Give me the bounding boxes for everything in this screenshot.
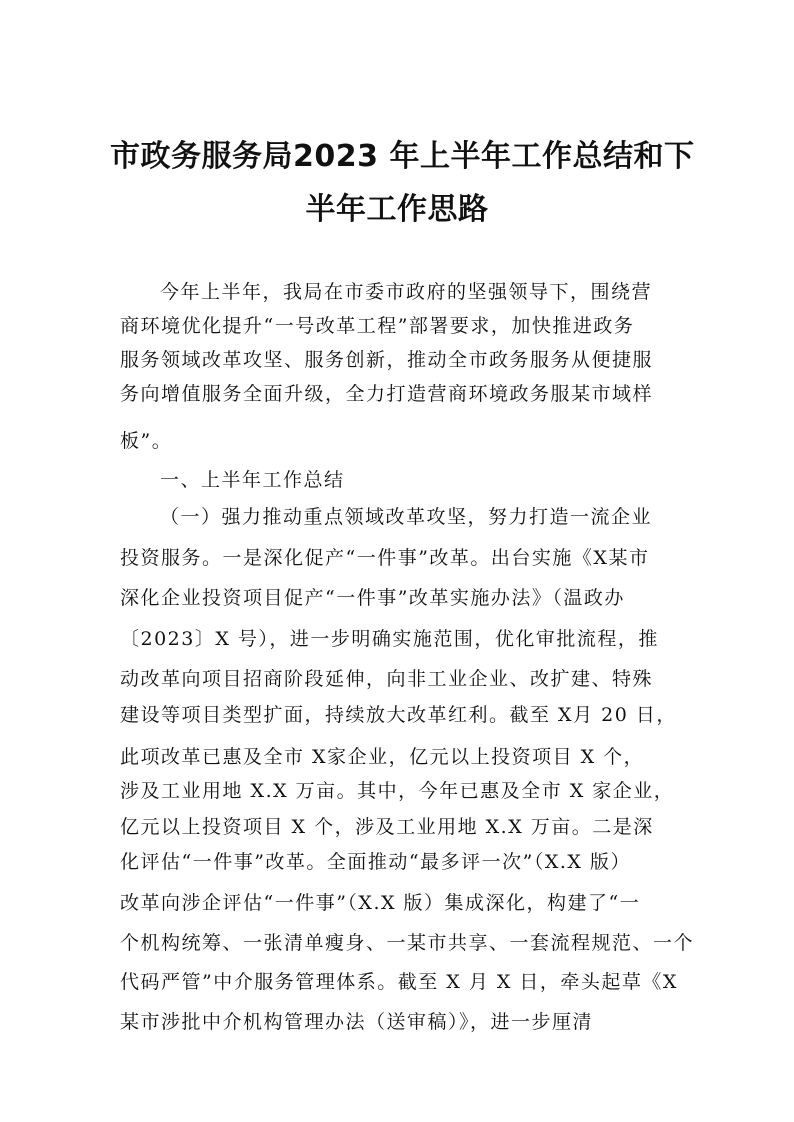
body-line: 化评估“一件事”改革。全面推动“最多评一次”（X.X 版） (120, 851, 631, 873)
body-line: 建设等项目类型扩面，持续放大改革红利。截至 X月 20 日， (120, 704, 677, 726)
body-line: 深化企业投资项目促产“一件事”改革实施办法》（温政办 (120, 587, 625, 609)
body-line: 此项改革已惠及全市 X家企业，亿元以上投资项目 X 个， (120, 746, 645, 768)
body-line: 商环境优化提升“一号改革工程”部署要求，加快推进政务 (120, 315, 635, 337)
body-line: 务向增值服务全面升级，全力打造营商环境政务服某市域样 (120, 383, 654, 405)
body-line: 代码严管”中介服务管理体系。截至 X 月 X 日，牵头起草《X (120, 971, 678, 993)
document-title-line-2: 半年工作思路 (305, 192, 489, 227)
body-line: 投资服务。一是深化促产“一件事”改革。出台实施《X某市 (120, 547, 650, 569)
body-line: 涉及工业用地 X.X 万亩。其中，今年已惠及全市 X 家企业， (120, 780, 675, 802)
body-line: 亿元以上投资项目 X 个，涉及工业用地 X.X 万亩。二是深 (120, 816, 654, 838)
document-title-line-1: 市政务服务局2023 年上半年工作总结和下 (110, 139, 695, 174)
body-line: 〔2023〕X 号），进一步明确实施范围，优化审批流程，推 (120, 628, 659, 650)
section-heading: 一、上半年工作总结 (160, 469, 345, 491)
body-line: 板”。 (120, 430, 173, 452)
body-line: 动改革向项目招商阶段延伸，向非工业企业、改扩建、特殊 (120, 668, 654, 690)
body-line: 改革向涉企评估“一件事”（X.X 版）集成深化，构建了“一 (120, 892, 641, 914)
body-line: 个机构统筹、一张清单瘦身、一某市共享、一套流程规范、一个 (120, 932, 695, 954)
body-line: 今年上半年，我局在市委市政府的坚强领导下，围绕营 (160, 281, 653, 303)
body-line: （一）强力推动重点领域改革攻坚，努力打造一流企业 (160, 506, 653, 528)
body-line: 某市涉批中介机构管理办法（送审稿）》，进一步厘清 (120, 1011, 594, 1033)
body-line: 服务领域改革攻坚、服务创新，推动全市政务服务从便捷服 (120, 349, 654, 371)
